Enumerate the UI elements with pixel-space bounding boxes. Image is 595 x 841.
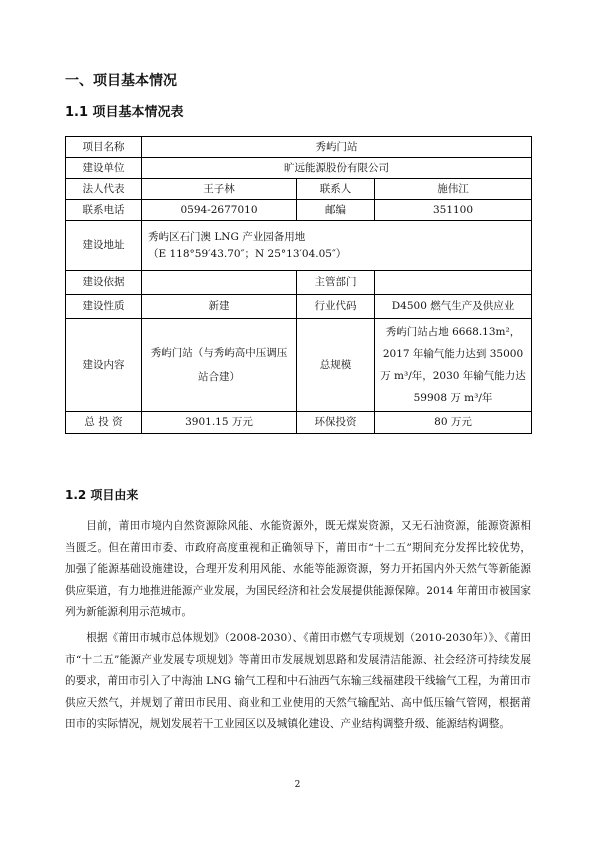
table-row [66,137,532,158]
table-row [66,200,532,221]
contact-label: 联系人 [297,179,375,200]
paragraph-origin-1: 目前，莆田市境内自然资源除风能、水能资源外，既无煤炭资源，又无石油资源，能源资源相当匮乏。但在莆田市委、市政府高度重视和正确领导下，莆田市“十二五”期间充分发挥比较优势，加强了能源基础设施建设，合理开发利用风能、水能等能源资源，努力开拓国内外天然气等新能源供应渠道，有力地推进能源产业发展，为国民经济和社会发展提供能源保障。2014 年莆田市被国家列为新能源利用示范城市。 [65,520,531,618]
table-row [66,295,532,319]
legal-rep-label: 法人代表 [66,179,142,200]
table-row [66,179,532,200]
postcode-label: 邮编 [297,200,375,221]
subsection-title-basic-info: 1.1 项目基本情况表 [65,105,184,120]
section-title: 一、项目基本情况 [65,73,177,89]
address-line-2: （E 118°59′43.70″；N 25°13′04.05″） [148,247,347,260]
industry-code-value: D4500 燃气生产及供应业 [375,295,532,319]
builder-label: 建设单位 [66,158,142,179]
table-row [66,271,532,295]
scale-value [375,319,532,412]
page-number: 2 [294,780,301,790]
postcode-value: 351100 [375,200,532,221]
nature-label: 建设性质 [66,295,142,319]
scale-label: 总规模 [297,319,375,412]
table-row [66,319,532,412]
project-info-table [65,136,532,434]
content-label: 建设内容 [66,319,142,412]
basis-label: 建设依据 [66,271,142,295]
subsection-title-origin: 1.2 项目由来 [65,488,139,502]
table-row [66,412,532,434]
authority-label: 主管部门 [297,271,375,295]
authority-value [375,271,532,295]
address-label: 建设地址 [66,221,142,271]
phone-value: 0594-2677010 [142,200,297,221]
builder-value: 旷远能源股份有限公司 [142,158,532,179]
env-investment-label: 环保投资 [297,412,375,434]
scale-line-4: 59908 万 m³/年 [413,392,493,404]
nature-value: 新建 [142,295,297,319]
table-row [66,221,532,271]
industry-code-label: 行业代码 [297,295,375,319]
investment-value: 3901.15 万元 [142,412,297,434]
scale-line-1: 秀屿门站占地 6668.13m²， [385,326,521,338]
address-line-1: 秀屿区石门澳 LNG 产业园备用地 [148,230,306,243]
env-investment-value: 80 万元 [375,412,532,434]
address-value [142,221,532,271]
table-row [66,158,532,179]
investment-label: 总 投 资 [66,412,142,434]
legal-rep-value: 王子林 [142,179,297,200]
content-value: 秀屿门站（与秀屿高中压调压站合建） [142,319,297,412]
contact-value: 施伟江 [375,179,532,200]
scale-line-3: 万 m³/年，2030 年输气能力达 [380,370,526,382]
phone-label: 联系电话 [66,200,142,221]
scale-line-2: 2017 年输气能力达到 35000 [382,348,524,360]
basis-value [142,271,297,295]
project-name-label: 项目名称 [66,137,142,158]
paragraph-origin-2: 根据《莆田市城市总体规划》（2008-2030）、《莆田市燃气专项规划（2010-2030年）》、《莆田市“十二五”能源产业发展专项规划》等莆田市发展规划思路和发展清洁能源、社会经济可持续发展的要求，莆田市引入了中海油 LNG 输气工程和中石油西气东输三线福建段干线输气工程，为莆田市供应天然气，并规划了莆田市民用、商业和工业使用的天然气输配站、高中低压输气管网，根据莆田市的实际情况，规划发展若干工业园区以及城镇化建设、产业结构调整升级、能源结构调整。 [65,632,531,730]
project-name-value: 秀屿门站 [142,137,532,158]
